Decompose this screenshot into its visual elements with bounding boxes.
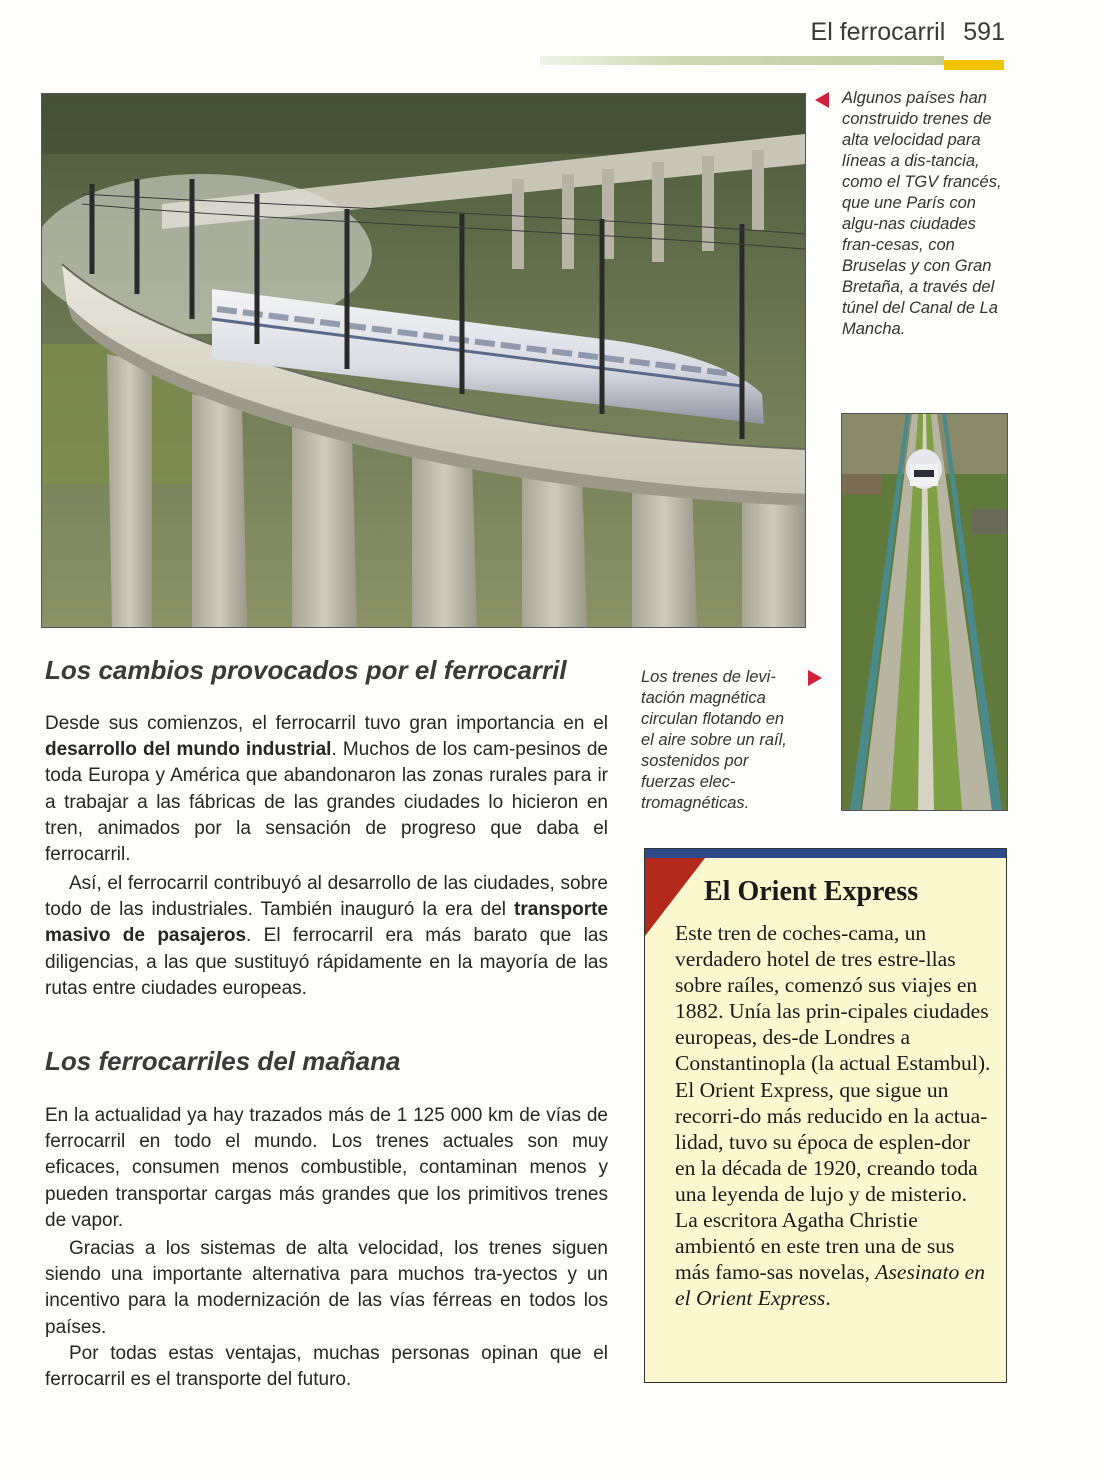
running-header	[790, 18, 1005, 52]
header-rule-accent	[944, 60, 1004, 70]
body-paragraph	[45, 871, 608, 1002]
section-title: El ferrocarril	[810, 18, 946, 46]
sidebar-top-bar	[645, 849, 1006, 858]
text-run: . Muchos de los cam-pesinos de toda Europa y América que abandonaron las zonas rurales para ir a trabajar a las fábricas de las grandes ciudades lo hicieron en tren, animados por la sensación de progreso que daba el ferrocarril.	[45, 739, 608, 866]
maglev-caption: Los trenes de levi-tación magnética circulan flotando en el aire sobre un raíl, sostenidos por fuerzas elec-tromagnéticas.	[641, 668, 787, 812]
text-run: . El ferrocarril era más barato que las diligencias, a las que sustituyó rápidamente en la mayoría de las rutas entre ciudades europeas.	[45, 925, 608, 999]
tgv-viaduct-photo	[41, 93, 806, 628]
body-paragraph	[45, 711, 608, 868]
novel-title: Asesinato en el Orient Express	[675, 1260, 986, 1311]
page-number: 591	[963, 18, 1005, 46]
section-heading-future: Los ferrocarriles del mañana	[45, 1046, 401, 1076]
text-run: Desde sus comienzos, el ferrocarril tuvo gran importancia en el	[45, 713, 608, 734]
tgv-caption: Algunos países han construido trenes de alta velocidad para líneas a dis-tancia, como el TGV francés, que une París con algu-nas ciudades fran-cesas, con Bruselas y con Gran Bretaña, a través del túnel del Canal de La Mancha.	[842, 89, 1002, 338]
bold-term: desarrollo del mundo industrial	[45, 739, 332, 761]
maglev-photo	[841, 413, 1008, 811]
sidebar-title: El Orient Express	[704, 876, 919, 907]
text-run: Así, el ferrocarril contribuyó al desarrollo de las ciudades, sobre todo de las industriales. También inauguró la era del	[45, 873, 608, 921]
sidebar-body	[675, 920, 993, 1311]
caption-pointer-right-icon	[808, 670, 822, 686]
body-paragraph: Por todas estas ventajas, muchas personas opinan que el ferrocarril es el transporte del futuro.	[45, 1343, 608, 1391]
section-heading-changes: Los cambios provocados por el ferrocarril	[45, 655, 567, 685]
text-run: Este tren de coches-cama, un verdadero hotel de tres estre-llas sobre raíles, comenzó sus viajes en 1882. Unía las prin-cipales ciudades europeas, des-de Londres a Constantinopla (la actual Estambul). El Orient Express, que sigue un recorri-do más reducido en la actua-lidad, tuvo su época de esplen-dor en la década de 1920, creando toda una leyenda de lujo y de misterio. La escritora Agatha Christie ambientó en este tren una de sus más famo-sas novelas,	[675, 921, 991, 1285]
caption-pointer-left-icon	[815, 92, 829, 108]
body-paragraph: En la actualidad ya hay trazados más de 1 125 000 km de vías de ferrocarril en todo el mundo. Los trenes actuales son muy eficaces, consumen menos combustible, contaminan menos y pueden transportar cargas más grandes que los primitivos trenes de vapor.	[45, 1105, 608, 1231]
header-rule	[540, 56, 944, 65]
text-run: .	[825, 1286, 831, 1311]
orient-express-sidebar	[644, 848, 1007, 1383]
bold-term: transporte masivo de pasajeros	[45, 899, 608, 947]
body-paragraph: Gracias a los sistemas de alta velocidad, los trenes siguen siendo una importante alternativa para muchos tra-yectos y un incentivo para la modernización de las vías férreas en todos los países.	[45, 1238, 608, 1338]
